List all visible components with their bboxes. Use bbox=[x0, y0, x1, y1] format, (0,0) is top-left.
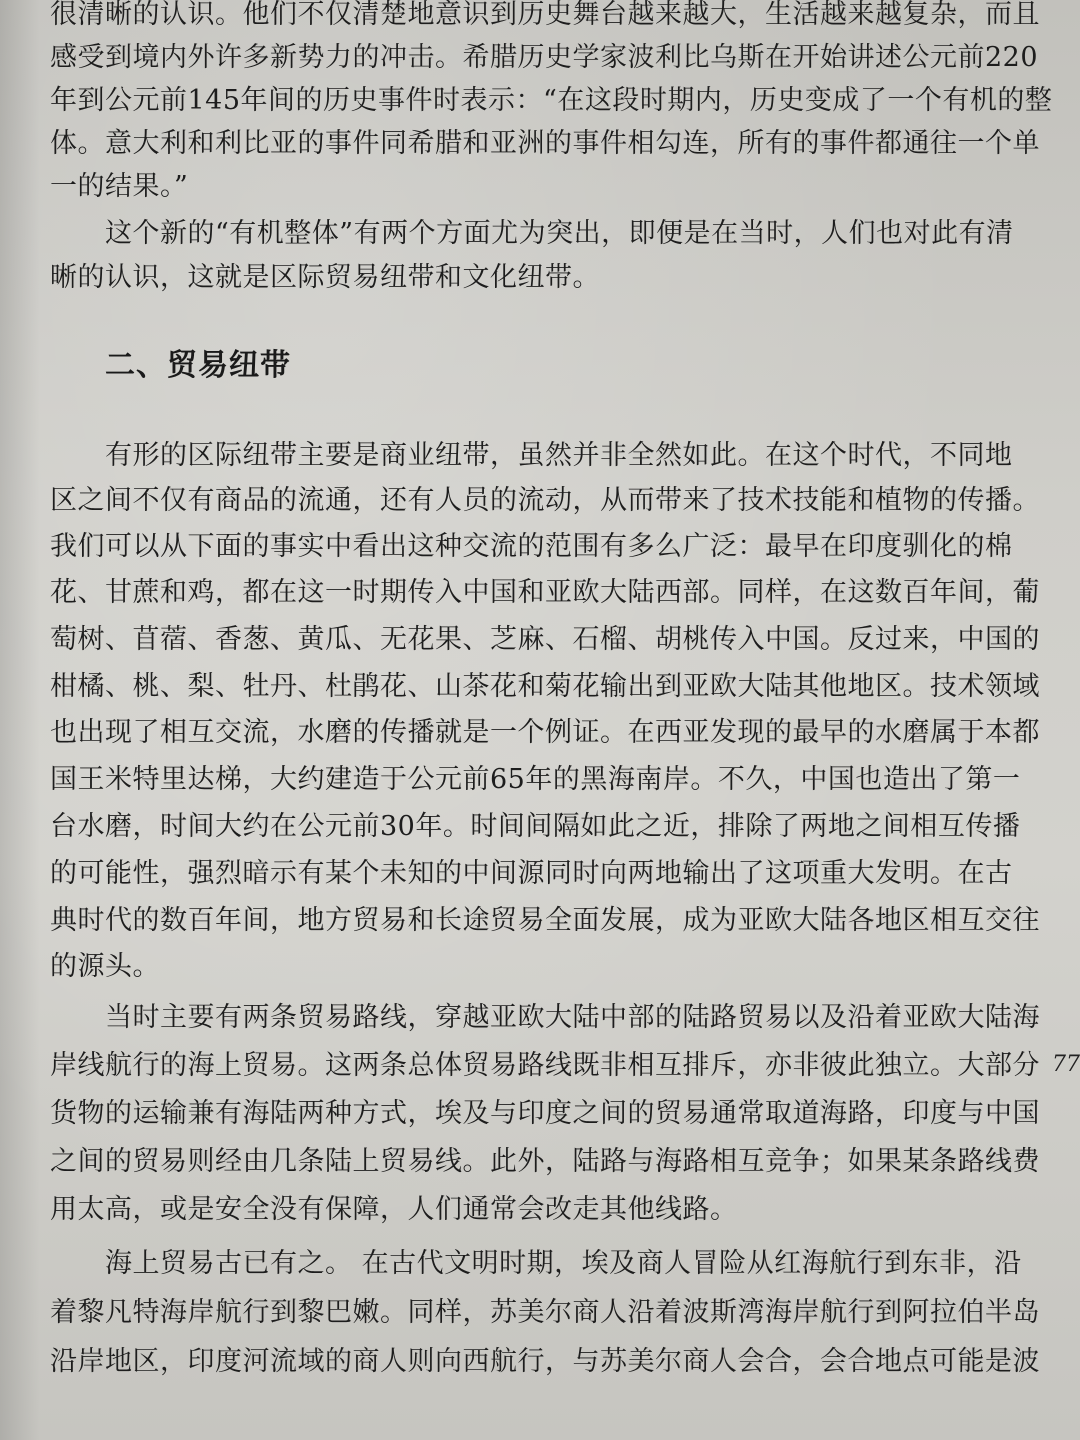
text-line: 台水磨，时间大约在公元前30年。时间间隔如此之近，排除了两地之间相互传播 bbox=[50, 811, 1021, 842]
text-line: 也出现了相互交流，水磨的传播就是一个例证。在西亚发现的最早的水磨属于本都 bbox=[50, 717, 1040, 748]
text-line: 这个新的“有机整体”有两个方面尤为突出，即便是在当时，人们也对此有清 bbox=[50, 218, 1014, 249]
text-line: 岸线航行的海上贸易。这两条总体贸易路线既非相互排斥，亦非彼此独立。大部分 bbox=[50, 1050, 1040, 1081]
text-line: 的源头。 bbox=[50, 951, 160, 982]
text-line: 萄树、苜蓿、香葱、黄瓜、无花果、芝麻、石榴、胡桃传入中国。反过来，中国的 bbox=[50, 624, 1040, 655]
text-line: 货物的运输兼有海陆两种方式，埃及与印度之间的贸易通常取道海路，印度与中国 bbox=[50, 1098, 1040, 1129]
text-line: 感受到境内外许多新势力的冲击。希腊历史学家波利比乌斯在开始讲述公元前220 bbox=[50, 42, 1039, 73]
text-line: 很清晰的认识。他们不仅清楚地意识到历史舞台越来越大，生活越来越复杂，而且 bbox=[50, 0, 1040, 30]
text-line: 年到公元前145年间的历史事件时表示：“在这段时期内，历史变成了一个有机的整 bbox=[50, 85, 1053, 116]
text-line: 区之间不仅有商品的流通，还有人员的流动，从而带来了技术技能和植物的传播。 bbox=[50, 485, 1040, 516]
page-shadow bbox=[0, 0, 40, 1440]
text-line: 沿岸地区，印度河流域的商人则向西航行，与苏美尔商人会合，会合地点可能是波 bbox=[50, 1346, 1040, 1377]
text-line: 之间的贸易则经由几条陆上贸易线。此外，陆路与海路相互竞争；如果某条路线费 bbox=[50, 1146, 1040, 1177]
text-line: 典时代的数百年间，地方贸易和长途贸易全面发展，成为亚欧大陆各地区相互交往 bbox=[50, 905, 1040, 936]
text-line: 着黎凡特海岸航行到黎巴嫩。同样，苏美尔商人沿着波斯湾海岸航行到阿拉伯半岛 bbox=[50, 1297, 1040, 1328]
text-line: 一的结果。” bbox=[50, 171, 189, 202]
section-heading: 二、贸易纽带 bbox=[105, 348, 291, 383]
text-line: 当时主要有两条贸易路线，穿越亚欧大陆中部的陆路贸易以及沿着亚欧大陆海 bbox=[50, 1002, 1040, 1033]
page-number: 77 bbox=[1052, 1052, 1080, 1077]
text-line: 有形的区际纽带主要是商业纽带，虽然并非全然如此。在这个时代，不同地 bbox=[50, 440, 1013, 471]
text-line: 柑橘、桃、梨、牡丹、杜鹃花、山茶花和菊花输出到亚欧大陆其他地区。技术领域 bbox=[50, 671, 1040, 702]
text-line: 国王米特里达梯，大约建造于公元前65年的黑海南岸。不久，中国也造出了第一 bbox=[50, 764, 1021, 795]
text-line: 的可能性，强烈暗示有某个未知的中间源同时向两地输出了这项重大发明。在古 bbox=[50, 858, 1013, 889]
text-line: 用太高，或是安全没有保障，人们通常会改走其他线路。 bbox=[50, 1194, 738, 1225]
text-line: 我们可以从下面的事实中看出这种交流的范围有多么广泛：最早在印度驯化的棉 bbox=[50, 531, 1013, 562]
text-line: 花、甘蔗和鸡，都在这一时期传入中国和亚欧大陆西部。同样，在这数百年间，葡 bbox=[50, 577, 1040, 608]
text-line: 海上贸易古已有之。 在古代文明时期，埃及商人冒险从红海航行到东非，沿 bbox=[50, 1248, 1022, 1279]
text-line: 晰的认识，这就是区际贸易纽带和文化纽带。 bbox=[50, 262, 600, 293]
text-line: 体。意大利和利比亚的事件同希腊和亚洲的事件相勾连，所有的事件都通往一个单 bbox=[50, 128, 1040, 159]
